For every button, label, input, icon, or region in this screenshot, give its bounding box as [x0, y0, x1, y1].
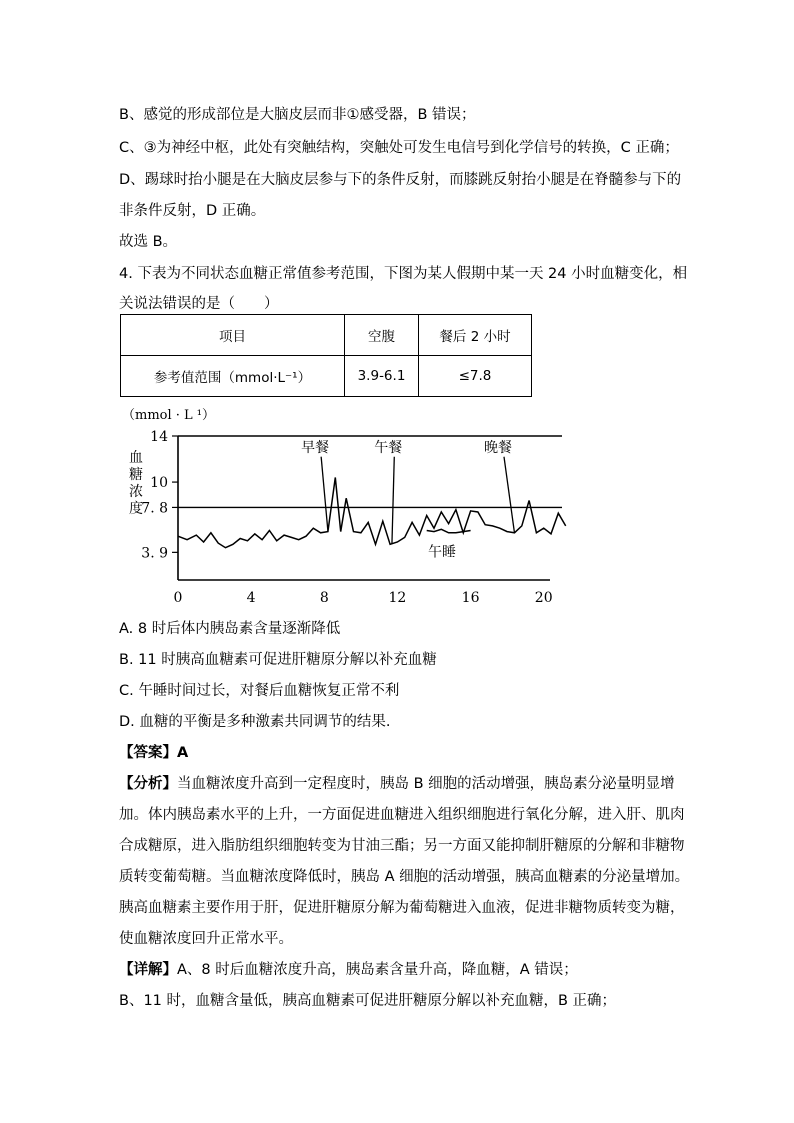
annotation-pointer	[321, 457, 328, 532]
ylabel-char: 度	[129, 501, 143, 517]
table-header: 项目	[121, 315, 345, 356]
y-tick-label: 7. 8	[141, 500, 168, 517]
annotation-label: 早餐	[301, 440, 330, 457]
detail-line1	[119, 958, 578, 979]
y-tick-label: 14	[150, 429, 168, 445]
blood-glucose-chart	[110, 400, 580, 610]
analysis-text: 当血糖浓度升高到一定程度时，胰岛 B 细胞的活动增强，胰岛素分泌量明显增	[177, 776, 675, 792]
detail-tag: 【详解】	[119, 962, 177, 978]
question-stem-line2: 关说法错误的是（ ）	[119, 296, 279, 312]
ylabel-char: 浓	[129, 484, 143, 500]
ylabel-char: 糖	[129, 467, 143, 483]
table-header: 空腹	[345, 315, 419, 356]
y-tick-label: 10	[150, 475, 168, 492]
detail-text: A、8 时后血糖浓度升高，胰岛素含量升高，降血糖，A 错误；	[177, 962, 578, 978]
prev-option-d-line1: D、踢球时抬小腿是在大脑皮层参与下的条件反射，而膝跳反射抬小腿是在脊髓参与下的	[119, 172, 682, 188]
prev-option-d-line2: 非条件反射，D 正确。	[119, 203, 266, 219]
ylabel-char: 血	[129, 450, 143, 466]
table-header-row	[121, 315, 532, 356]
analysis-tag: 【分析】	[119, 776, 177, 792]
x-tick-label: 4	[246, 590, 256, 606]
table-cell: ≤7.8	[419, 356, 532, 397]
option-a: A. 8 时后体内胰岛素含量逐渐降低	[119, 621, 341, 637]
chart-annotations	[301, 439, 514, 560]
question-stem-line1: 4. 下表为不同状态血糖正常值参考范围，下图为某人假期中某一天 24 小时血糖变化，相	[119, 266, 688, 282]
x-tick-label: 8	[319, 590, 329, 606]
analysis-line2: 加。体内胰岛素水平的上升，一方面促进血糖进入组织细胞进行氧化分解，进入肝、肌肉	[119, 807, 685, 823]
chart-unit-label: （mmol · L ¹）	[122, 408, 216, 423]
x-tick-label: 20	[534, 590, 553, 606]
x-tick-label: 12	[388, 590, 407, 606]
answer: 【答案】A	[119, 745, 189, 761]
option-c: C. 午睡时间过长，对餐后血糖恢复正常不利	[119, 683, 400, 699]
annotation-pointer	[504, 457, 514, 533]
table-header: 餐后 2 小时	[419, 315, 532, 356]
annotation-label: 午餐	[374, 440, 403, 457]
glucose-line	[178, 478, 566, 548]
table-row	[121, 356, 532, 397]
analysis-line1	[119, 772, 675, 793]
detail-line2: B、11 时，血糖含量低，胰高血糖素可促进肝糖原分解以补充血糖，B 正确；	[119, 993, 617, 1009]
analysis-line6: 使血糖浓度回升正常水平。	[119, 931, 293, 947]
annotation-pointer	[392, 457, 394, 544]
x-tick-label: 0	[173, 590, 183, 606]
prev-option-c: C、③为神经中枢，此处有突触结构，突触处可发生电信号到化学信号的转换，C 正确；	[119, 140, 679, 156]
reference-table	[120, 314, 532, 397]
option-b: B. 11 时胰高血糖素可促进肝糖原分解以补充血糖	[119, 652, 437, 668]
x-tick-label: 16	[461, 590, 480, 606]
annotation-label: 午睡	[428, 544, 456, 561]
annotation-label: 晚餐	[484, 440, 512, 457]
chart-marks	[178, 478, 566, 548]
analysis-line5: 胰高血糖素主要作用于肝，促进肝糖原分解为葡萄糖进入血液，促进非糖物质转变为糖，	[119, 900, 685, 916]
y-tick-label: 3. 9	[141, 545, 168, 562]
analysis-line3: 合成糖原，进入脂肪组织细胞转变为甘油三酯；另一方面又能抑制肝糖原的分解和非糖物	[119, 838, 685, 854]
table-cell: 参考值范围（mmol·L⁻¹）	[121, 356, 345, 397]
option-d: D. 血糖的平衡是多种激素共同调节的结果.	[119, 714, 391, 730]
analysis-line4: 质转变葡萄糖。当血糖浓度降低时，胰岛 A 细胞的活动增强，胰高血糖素的分泌量增加。	[119, 869, 690, 885]
prev-option-b: B、感觉的形成部位是大脑皮层而非①感受器，B 错误；	[119, 107, 476, 123]
prev-choice: 故选 B。	[119, 234, 178, 250]
table-cell: 3.9-6.1	[345, 356, 419, 397]
